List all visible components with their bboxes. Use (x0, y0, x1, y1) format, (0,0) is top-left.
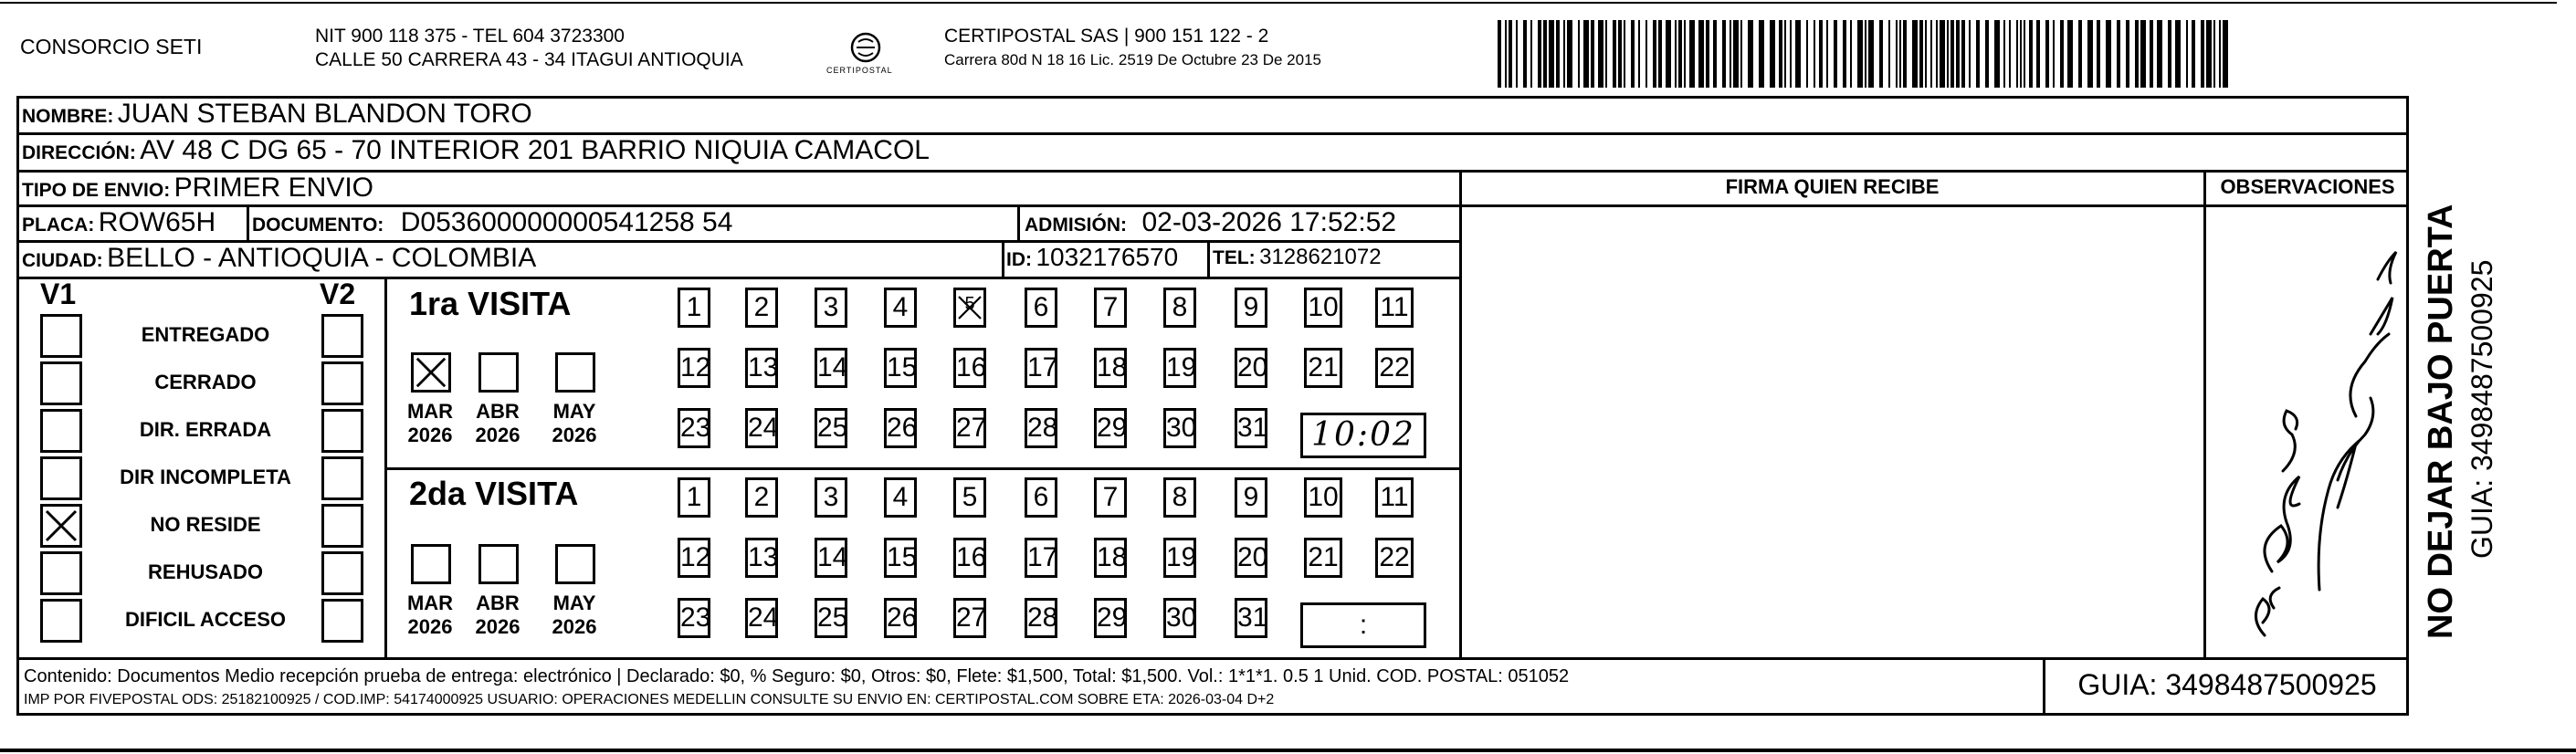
day-box[interactable]: 29 (1094, 408, 1127, 448)
day-box[interactable]: 23 (678, 408, 710, 448)
footer-guia: GUIA: 3498487500925 (2077, 668, 2377, 701)
day-box[interactable]: 21 (1304, 538, 1342, 578)
day-box[interactable]: 27 (953, 598, 986, 638)
day-box[interactable]: 20 (1235, 538, 1267, 578)
tel-row (1213, 245, 1382, 270)
day-box[interactable]: 20 (1235, 348, 1267, 388)
month-label: ABR (476, 592, 520, 614)
status-v2-checkbox[interactable] (321, 409, 363, 453)
month-label: ABR (476, 400, 520, 423)
address-line: CALLE 50 CARRERA 43 - 34 ITAGUI ANTIOQUIA (315, 49, 743, 70)
day-box[interactable]: 15 (884, 538, 917, 578)
status-label: DIR. ERRADA (139, 418, 272, 441)
status-v1-checkbox[interactable] (40, 409, 82, 453)
day-box[interactable]: 11 (1375, 288, 1414, 328)
day-box[interactable]: 10 (1304, 288, 1342, 328)
footer-contenido: Contenido: Documentos Medio recepción prueba de entrega: electrónico | Declarado: $0, % Seguro: $0, Otros: $0, Flete: $1,500, Total: $1,500. Vol.: 1*1*1. 0.5 1 Unid. COD. POSTAL: 051052 (24, 666, 1570, 686)
no-dejar-bajo-puerta: NO DEJAR BAJO PUERTA (2422, 204, 2460, 639)
day-box[interactable]: 18 (1094, 538, 1127, 578)
day-box[interactable]: 6 (1025, 477, 1057, 518)
status-v2-checkbox[interactable] (321, 551, 363, 595)
status-v1-checkbox[interactable] (40, 551, 82, 595)
day-box[interactable]: 2 (745, 288, 778, 328)
ciudad-row (22, 243, 536, 274)
day-box[interactable]: 21 (1304, 348, 1342, 388)
day-box[interactable]: 5 (953, 477, 986, 518)
month-year: 2026 (475, 424, 520, 446)
day-box[interactable]: 12 (678, 348, 710, 388)
v1-label: V1 (40, 278, 77, 310)
observaciones-handwriting (2210, 206, 2406, 654)
day-box[interactable]: 31 (1235, 598, 1267, 638)
day-box[interactable]: 16 (953, 538, 986, 578)
firma-header: FIRMA QUIEN RECIBE (1725, 175, 1940, 198)
footer-imp: IMP POR FIVEPOSTAL ODS: 25182100925 / COD.IMP: 54174000925 USUARIO: OPERACIONES MEDELLIN CONSULTE SU ENVIO EN: CERTIPOSTAL.COM SOBRE ETA: 2026-03-04 D+2 (24, 692, 1275, 707)
day-box[interactable]: 8 (1163, 288, 1196, 328)
visit1-time-box[interactable] (1300, 413, 1426, 458)
nombre-row (22, 99, 532, 130)
id-value: 1032176570 (1036, 243, 1179, 271)
day-box[interactable]: 17 (1025, 538, 1057, 578)
status-v2-checkbox[interactable] (321, 456, 363, 500)
day-box[interactable]: 10 (1304, 477, 1342, 518)
month-year: 2026 (475, 615, 520, 638)
visit2-title: 2da VISITA (409, 475, 579, 512)
status-v2-checkbox[interactable] (321, 361, 363, 405)
month-checkbox[interactable] (478, 544, 519, 584)
documento-row (252, 207, 732, 238)
month-label: MAY (552, 400, 596, 423)
status-v1-checkbox[interactable] (40, 504, 82, 548)
day-box[interactable]: 17 (1025, 348, 1057, 388)
logo-text: CERTIPOSTAL (826, 66, 893, 75)
nombre-value: JUAN STEBAN BLANDON TORO (117, 99, 532, 129)
tipo-label: TIPO DE ENVIO: (22, 180, 171, 201)
day-box[interactable]: 6 (1025, 288, 1057, 328)
day-box[interactable]: 24 (745, 408, 778, 448)
day-box[interactable]: 26 (884, 408, 917, 448)
status-v2-checkbox[interactable] (321, 599, 363, 643)
certipostal-license: Carrera 80d N 18 16 Lic. 2519 De Octubre 23 De 2015 (944, 51, 1321, 68)
status-label: REHUSADO (148, 560, 263, 583)
day-box[interactable]: 2 (745, 477, 778, 518)
month-year: 2026 (552, 424, 597, 446)
day-box[interactable]: 15 (884, 348, 917, 388)
day-box[interactable]: 8 (1163, 477, 1196, 518)
day-box[interactable]: 31 (1235, 408, 1267, 448)
admision-value: 02-03-2026 17:52:52 (1141, 207, 1397, 237)
status-v2-checkbox[interactable] (321, 314, 363, 358)
month-checkbox[interactable] (555, 544, 595, 584)
day-box[interactable]: 7 (1094, 288, 1127, 328)
tipo-row (22, 173, 373, 204)
day-box[interactable]: 11 (1375, 477, 1414, 518)
visit1-time: 10:02 (1311, 416, 1415, 454)
month-checkbox[interactable] (411, 352, 451, 393)
id-label: ID: (1006, 249, 1032, 270)
status-v1-checkbox[interactable] (40, 456, 82, 500)
day-box[interactable]: 1 (678, 288, 710, 328)
month-year: 2026 (552, 615, 597, 638)
day-box[interactable]: 4 (884, 477, 917, 518)
day-box[interactable]: 30 (1163, 408, 1196, 448)
company-name: CONSORCIO SETI (20, 35, 203, 58)
day-box[interactable]: 5 (953, 288, 986, 328)
month-checkbox[interactable] (478, 352, 519, 393)
day-box[interactable]: 25 (815, 408, 847, 448)
barcode (1498, 20, 2228, 88)
certipostal-title: CERTIPOSTAL SAS | 900 151 122 - 2 (944, 26, 1269, 47)
month-checkbox[interactable] (555, 352, 595, 393)
month-checkbox[interactable] (411, 544, 451, 584)
observaciones-header: OBSERVACIONES (2220, 175, 2395, 198)
day-box[interactable]: 4 (884, 288, 917, 328)
month-year: 2026 (407, 424, 453, 446)
day-box[interactable]: 1 (678, 477, 710, 518)
ciudad-label: CIUDAD: (22, 250, 103, 271)
tel-value: 3128621072 (1259, 245, 1382, 269)
day-box[interactable]: 3 (815, 477, 847, 518)
visit2-time: : (1359, 610, 1368, 640)
day-box[interactable]: 13 (745, 538, 778, 578)
day-box[interactable]: 22 (1375, 348, 1414, 388)
day-box[interactable]: 22 (1375, 538, 1414, 578)
day-box[interactable]: 25 (815, 598, 847, 638)
status-v2-checkbox[interactable] (321, 504, 363, 548)
status-label: ENTREGADO (141, 323, 270, 346)
nombre-label: NOMBRE: (22, 106, 114, 127)
month-year: 2026 (407, 615, 453, 638)
admision-label: ADMISIÓN: (1025, 215, 1127, 236)
status-label: CERRADO (154, 371, 257, 393)
status-v1-checkbox[interactable] (40, 599, 82, 643)
day-box[interactable]: 18 (1094, 348, 1127, 388)
day-box[interactable]: 14 (815, 348, 847, 388)
day-box[interactable]: 14 (815, 538, 847, 578)
day-box[interactable]: 28 (1025, 598, 1057, 638)
tipo-value: PRIMER ENVIO (173, 173, 374, 203)
documento-label: DOCUMENTO: (252, 215, 384, 236)
tel-label: TEL: (1213, 247, 1256, 268)
side-guia: GUIA: 3498487500925 (2466, 259, 2498, 559)
ciudad-value: BELLO - ANTIOQUIA - COLOMBIA (107, 243, 537, 273)
day-box[interactable]: 16 (953, 348, 986, 388)
status-label: DIFICIL ACCESO (124, 608, 286, 631)
placa-value: ROW65H (98, 207, 216, 237)
day-box[interactable]: 27 (953, 408, 986, 448)
day-box[interactable]: 9 (1235, 288, 1267, 328)
day-box[interactable]: 29 (1094, 598, 1127, 638)
direccion-label: DIRECCIÓN: (22, 142, 136, 163)
status-label: DIR INCOMPLETA (120, 466, 291, 488)
v2-label: V2 (320, 278, 356, 310)
placa-label: PLACA: (22, 215, 95, 236)
day-box[interactable]: 28 (1025, 408, 1057, 448)
day-box[interactable]: 13 (745, 348, 778, 388)
admision-row (1025, 207, 1396, 238)
day-box[interactable]: 12 (678, 538, 710, 578)
status-label: NO RESIDE (150, 513, 261, 536)
status-v1-checkbox[interactable] (40, 361, 82, 405)
day-box[interactable]: 9 (1235, 477, 1267, 518)
month-label: MAR (406, 400, 454, 423)
status-v1-checkbox[interactable] (40, 314, 82, 358)
visit1-title: 1ra VISITA (409, 285, 572, 322)
day-box[interactable]: 23 (678, 598, 710, 638)
day-box[interactable]: 19 (1163, 348, 1196, 388)
id-row (1006, 243, 1178, 272)
direccion-value: AV 48 C DG 65 - 70 INTERIOR 201 BARRIO NIQUIA CAMACOL (140, 135, 930, 165)
month-label: MAY (552, 592, 596, 614)
top-edge (0, 0, 2576, 9)
placa-row (22, 207, 216, 238)
direccion-row (22, 135, 930, 166)
visit2-time-box[interactable] (1300, 602, 1426, 648)
nit-line: NIT 900 118 375 - TEL 604 3723300 (315, 26, 625, 47)
day-box[interactable]: 19 (1163, 538, 1196, 578)
documento-value: D053600000000541258 54 (400, 207, 733, 237)
day-box[interactable]: 3 (815, 288, 847, 328)
day-box[interactable]: 24 (745, 598, 778, 638)
month-label: MAR (406, 592, 454, 614)
day-box[interactable]: 7 (1094, 477, 1127, 518)
day-box[interactable]: 26 (884, 598, 917, 638)
day-box[interactable]: 30 (1163, 598, 1196, 638)
